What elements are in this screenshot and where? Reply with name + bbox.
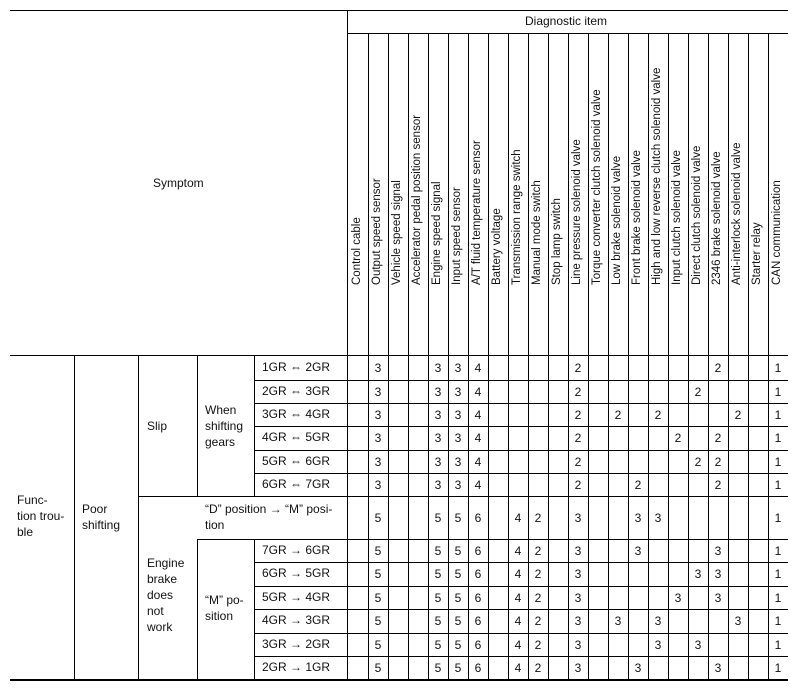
top-border: [10, 10, 788, 11]
table-cell: 4: [474, 455, 482, 469]
col-line: [608, 34, 609, 681]
table-cell: 3: [574, 511, 582, 525]
table-cell: 2: [574, 455, 582, 469]
table-cell: 5: [434, 661, 442, 675]
table-cell: 5: [374, 511, 382, 525]
table-cell: 3: [734, 614, 742, 628]
symptom-header: Symptom: [153, 176, 204, 190]
table-cell: 5: [374, 591, 382, 605]
table-cell: 6: [474, 544, 482, 558]
table-cell: 3: [574, 661, 582, 675]
table-cell: 5: [434, 544, 442, 558]
table-cell: 6: [474, 591, 482, 605]
col-line: [688, 34, 689, 681]
table-cell: 3: [454, 431, 462, 445]
table-cell: 5: [454, 638, 462, 652]
col-line: [368, 34, 369, 681]
table-cell: 5: [434, 591, 442, 605]
table-cell: 6: [474, 567, 482, 581]
table-cell: 3: [374, 385, 382, 399]
table-cell: 3: [634, 544, 642, 558]
table-cell: 5: [454, 591, 462, 605]
column-header: Anti-interlock solenoid valve: [731, 142, 743, 285]
row-label: 6GR ⇔ 7GR: [262, 477, 331, 491]
table-cell: 3: [574, 567, 582, 581]
table-cell: 4: [514, 591, 522, 605]
table-cell: 5: [454, 511, 462, 525]
table-cell: 3: [434, 455, 442, 469]
column-header: Input clutch solenoid valve: [671, 150, 683, 285]
table-cell: 1: [774, 544, 782, 558]
column-header: Direct clutch solenoid valve: [691, 145, 703, 285]
col-line: [748, 34, 749, 681]
column-header: Control cable: [351, 217, 363, 285]
col-divider-a: [74, 356, 75, 681]
table-cell: 5: [374, 567, 382, 581]
row-label: 2GR → 1GR: [262, 660, 331, 674]
table-cell: 1: [774, 361, 782, 375]
col-line: [628, 34, 629, 681]
col-line: [548, 34, 549, 681]
table-cell: 3: [434, 431, 442, 445]
table-cell: 4: [474, 361, 482, 375]
column-header: Line pressure solenoid valve: [571, 139, 583, 285]
column-header: Front brake solenoid valve: [631, 150, 643, 285]
table-cell: 3: [434, 408, 442, 422]
table-cell: 3: [614, 614, 622, 628]
table-cell: 5: [454, 614, 462, 628]
table-cell: 3: [374, 408, 382, 422]
table-cell: 6: [474, 511, 482, 525]
row-label: 5GR → 4GR: [262, 590, 331, 604]
table-cell: 4: [514, 614, 522, 628]
table-cell: 4: [474, 408, 482, 422]
table-cell: 3: [434, 361, 442, 375]
col-line: [528, 34, 529, 681]
column-header: Vehicle speed signal: [391, 180, 403, 285]
table-cell: 1: [774, 385, 782, 399]
table-cell: 3: [454, 385, 462, 399]
table-cell: 2: [574, 385, 582, 399]
m-position-label: “M” po- sition: [205, 593, 244, 623]
row-label: 5GR ⇔ 6GR: [262, 454, 331, 468]
row-line: [254, 426, 788, 427]
col-divider-c: [197, 356, 198, 496]
table-cell: 2: [534, 638, 542, 652]
table-cell: 1: [774, 614, 782, 628]
col-line: [768, 34, 769, 681]
column-header: Output speed sensor: [371, 178, 383, 285]
table-cell: 2: [534, 511, 542, 525]
table-cell: 2: [714, 431, 722, 445]
col-line: [728, 34, 729, 681]
col-line: [568, 34, 569, 681]
table-cell: 3: [694, 567, 702, 581]
column-header: 2346 brake solenoid valve: [711, 151, 723, 285]
table-cell: 2: [574, 408, 582, 422]
table-cell: 3: [654, 511, 662, 525]
table-cell: 2: [654, 408, 662, 422]
table-cell: 3: [454, 478, 462, 492]
table-cell: 2: [714, 478, 722, 492]
table-cell: 5: [434, 567, 442, 581]
row-line: [254, 450, 788, 451]
column-header: A/T fluid temperature sensor: [471, 140, 483, 285]
table-cell: 2: [734, 408, 742, 422]
table-cell: 3: [374, 361, 382, 375]
column-header: Starter relay: [751, 222, 763, 285]
col-divider-b: [138, 356, 139, 681]
row-label: 7GR → 6GR: [262, 543, 331, 557]
table-cell: 3: [654, 614, 662, 628]
table-cell: 2: [574, 361, 582, 375]
table-cell: 4: [514, 661, 522, 675]
table-cell: 3: [674, 591, 682, 605]
table-cell: 3: [434, 478, 442, 492]
table-cell: 3: [694, 638, 702, 652]
table-cell: 2: [574, 478, 582, 492]
col-divider-f: [254, 539, 255, 681]
table-cell: 6: [474, 638, 482, 652]
row-line: [254, 656, 788, 657]
table-cell: 3: [574, 591, 582, 605]
table-cell: 3: [714, 661, 722, 675]
table-cell: 2: [534, 614, 542, 628]
table-cell: 5: [374, 614, 382, 628]
table-cell: 1: [774, 567, 782, 581]
when-shifting-gears-label: When shifting gears: [205, 403, 244, 449]
col-line: [428, 34, 429, 681]
table-cell: 2: [574, 431, 582, 445]
row-line: [254, 586, 788, 587]
col-line: [588, 34, 589, 681]
col-line: [468, 34, 469, 681]
table-cell: 2: [694, 455, 702, 469]
row-line: [254, 562, 788, 563]
table-cell: 3: [714, 591, 722, 605]
column-header: Input speed sensor: [451, 187, 463, 285]
table-cell: 4: [514, 638, 522, 652]
table-cell: 2: [714, 361, 722, 375]
table-cell: 2: [534, 591, 542, 605]
table-cell: 2: [714, 455, 722, 469]
diagnostic-item-header: Diagnostic item: [525, 14, 608, 28]
table-cell: 3: [374, 431, 382, 445]
table-cell: 1: [774, 511, 782, 525]
table-cell: 5: [454, 661, 462, 675]
table-cell: 3: [434, 385, 442, 399]
col-line: [648, 34, 649, 681]
column-header: CAN communication: [771, 180, 783, 285]
table-cell: 3: [714, 544, 722, 558]
table-cell: 3: [714, 567, 722, 581]
column-header: Engine speed signal: [431, 181, 443, 285]
table-cell: 5: [374, 544, 382, 558]
column-header: Stop lamp switch: [551, 198, 563, 285]
table-cell: 5: [434, 511, 442, 525]
column-header: Low brake solenoid valve: [611, 155, 623, 285]
table-cell: 2: [534, 661, 542, 675]
table-cell: 2: [614, 408, 622, 422]
table-cell: 1: [774, 661, 782, 675]
row-label: 3GR → 2GR: [262, 637, 331, 651]
col-line: [448, 34, 449, 681]
table-cell: 5: [454, 567, 462, 581]
row-label: 4GR ⇔ 5GR: [262, 430, 331, 444]
engine-brake-label: Engine brake does not work: [147, 556, 185, 634]
table-cell: 1: [774, 591, 782, 605]
table-cell: 4: [474, 385, 482, 399]
table-cell: 3: [454, 408, 462, 422]
table-cell: 1: [774, 638, 782, 652]
row-line: [254, 380, 788, 381]
table-cell: 5: [454, 544, 462, 558]
row-label: 1GR ⇔ 2GR: [262, 360, 331, 374]
poor-shifting-label: Poor shifting: [82, 502, 121, 532]
slip-label: Slip: [147, 419, 168, 433]
table-cell: 4: [474, 478, 482, 492]
col-line: [408, 34, 409, 681]
row-line: [254, 473, 788, 474]
row-line: [254, 633, 788, 634]
table-cell: 1: [774, 431, 782, 445]
table-cell: 3: [634, 661, 642, 675]
table-cell: 5: [434, 638, 442, 652]
table-cell: 3: [574, 638, 582, 652]
col-line: [388, 34, 389, 681]
row-label: 6GR → 5GR: [262, 566, 331, 580]
table-cell: 2: [674, 431, 682, 445]
bottom-border: [10, 679, 788, 681]
column-header: Transmission range switch: [511, 149, 523, 285]
header-divider: [10, 355, 788, 356]
table-cell: 4: [474, 431, 482, 445]
row-label: 3GR ⇔ 4GR: [262, 407, 331, 421]
table-cell: 6: [474, 614, 482, 628]
table-cell: 3: [654, 638, 662, 652]
d-to-m-position-label: “D” position → “M” posi- tion: [205, 502, 333, 532]
group-divider-dm: [197, 539, 788, 540]
table-cell: 5: [434, 614, 442, 628]
table-cell: 1: [774, 455, 782, 469]
row-label: 4GR → 3GR: [262, 613, 331, 627]
table-cell: 1: [774, 408, 782, 422]
table-cell: 3: [374, 478, 382, 492]
row-line: [254, 403, 788, 404]
row-label: 2GR ⇔ 3GR: [262, 384, 331, 398]
table-cell: 3: [454, 361, 462, 375]
group-divider-slip: [138, 496, 788, 497]
table-cell: 4: [514, 511, 522, 525]
table-cell: 3: [634, 511, 642, 525]
table-cell: 3: [574, 614, 582, 628]
table-cell: 4: [514, 544, 522, 558]
table-cell: 2: [534, 567, 542, 581]
column-header: Battery voltage: [491, 208, 503, 285]
row-line: [254, 609, 788, 610]
col-line: [488, 34, 489, 681]
table-cell: 4: [514, 567, 522, 581]
table-cell: 2: [534, 544, 542, 558]
table-cell: 5: [374, 638, 382, 652]
col-line: [668, 34, 669, 681]
table-cell: 6: [474, 661, 482, 675]
table-cell: 3: [574, 544, 582, 558]
column-header: High and low reverse clutch solenoid valve: [651, 67, 663, 285]
symptom-col-divider: [347, 10, 348, 681]
table-cell: 3: [374, 455, 382, 469]
col-line: [708, 34, 709, 681]
function-trouble-label: Func- tion trou- ble: [17, 493, 65, 539]
table-cell: 2: [694, 385, 702, 399]
table-cell: 2: [634, 478, 642, 492]
table-cell: 3: [454, 455, 462, 469]
column-header: Torque converter clutch solenoid valve: [591, 89, 603, 285]
table-cell: 1: [774, 478, 782, 492]
table-cell: 5: [374, 661, 382, 675]
column-header: Manual mode switch: [531, 180, 543, 285]
column-header: Accelerator pedal position sensor: [411, 114, 423, 285]
col-line: [508, 34, 509, 681]
col-divider-e: [197, 539, 198, 681]
